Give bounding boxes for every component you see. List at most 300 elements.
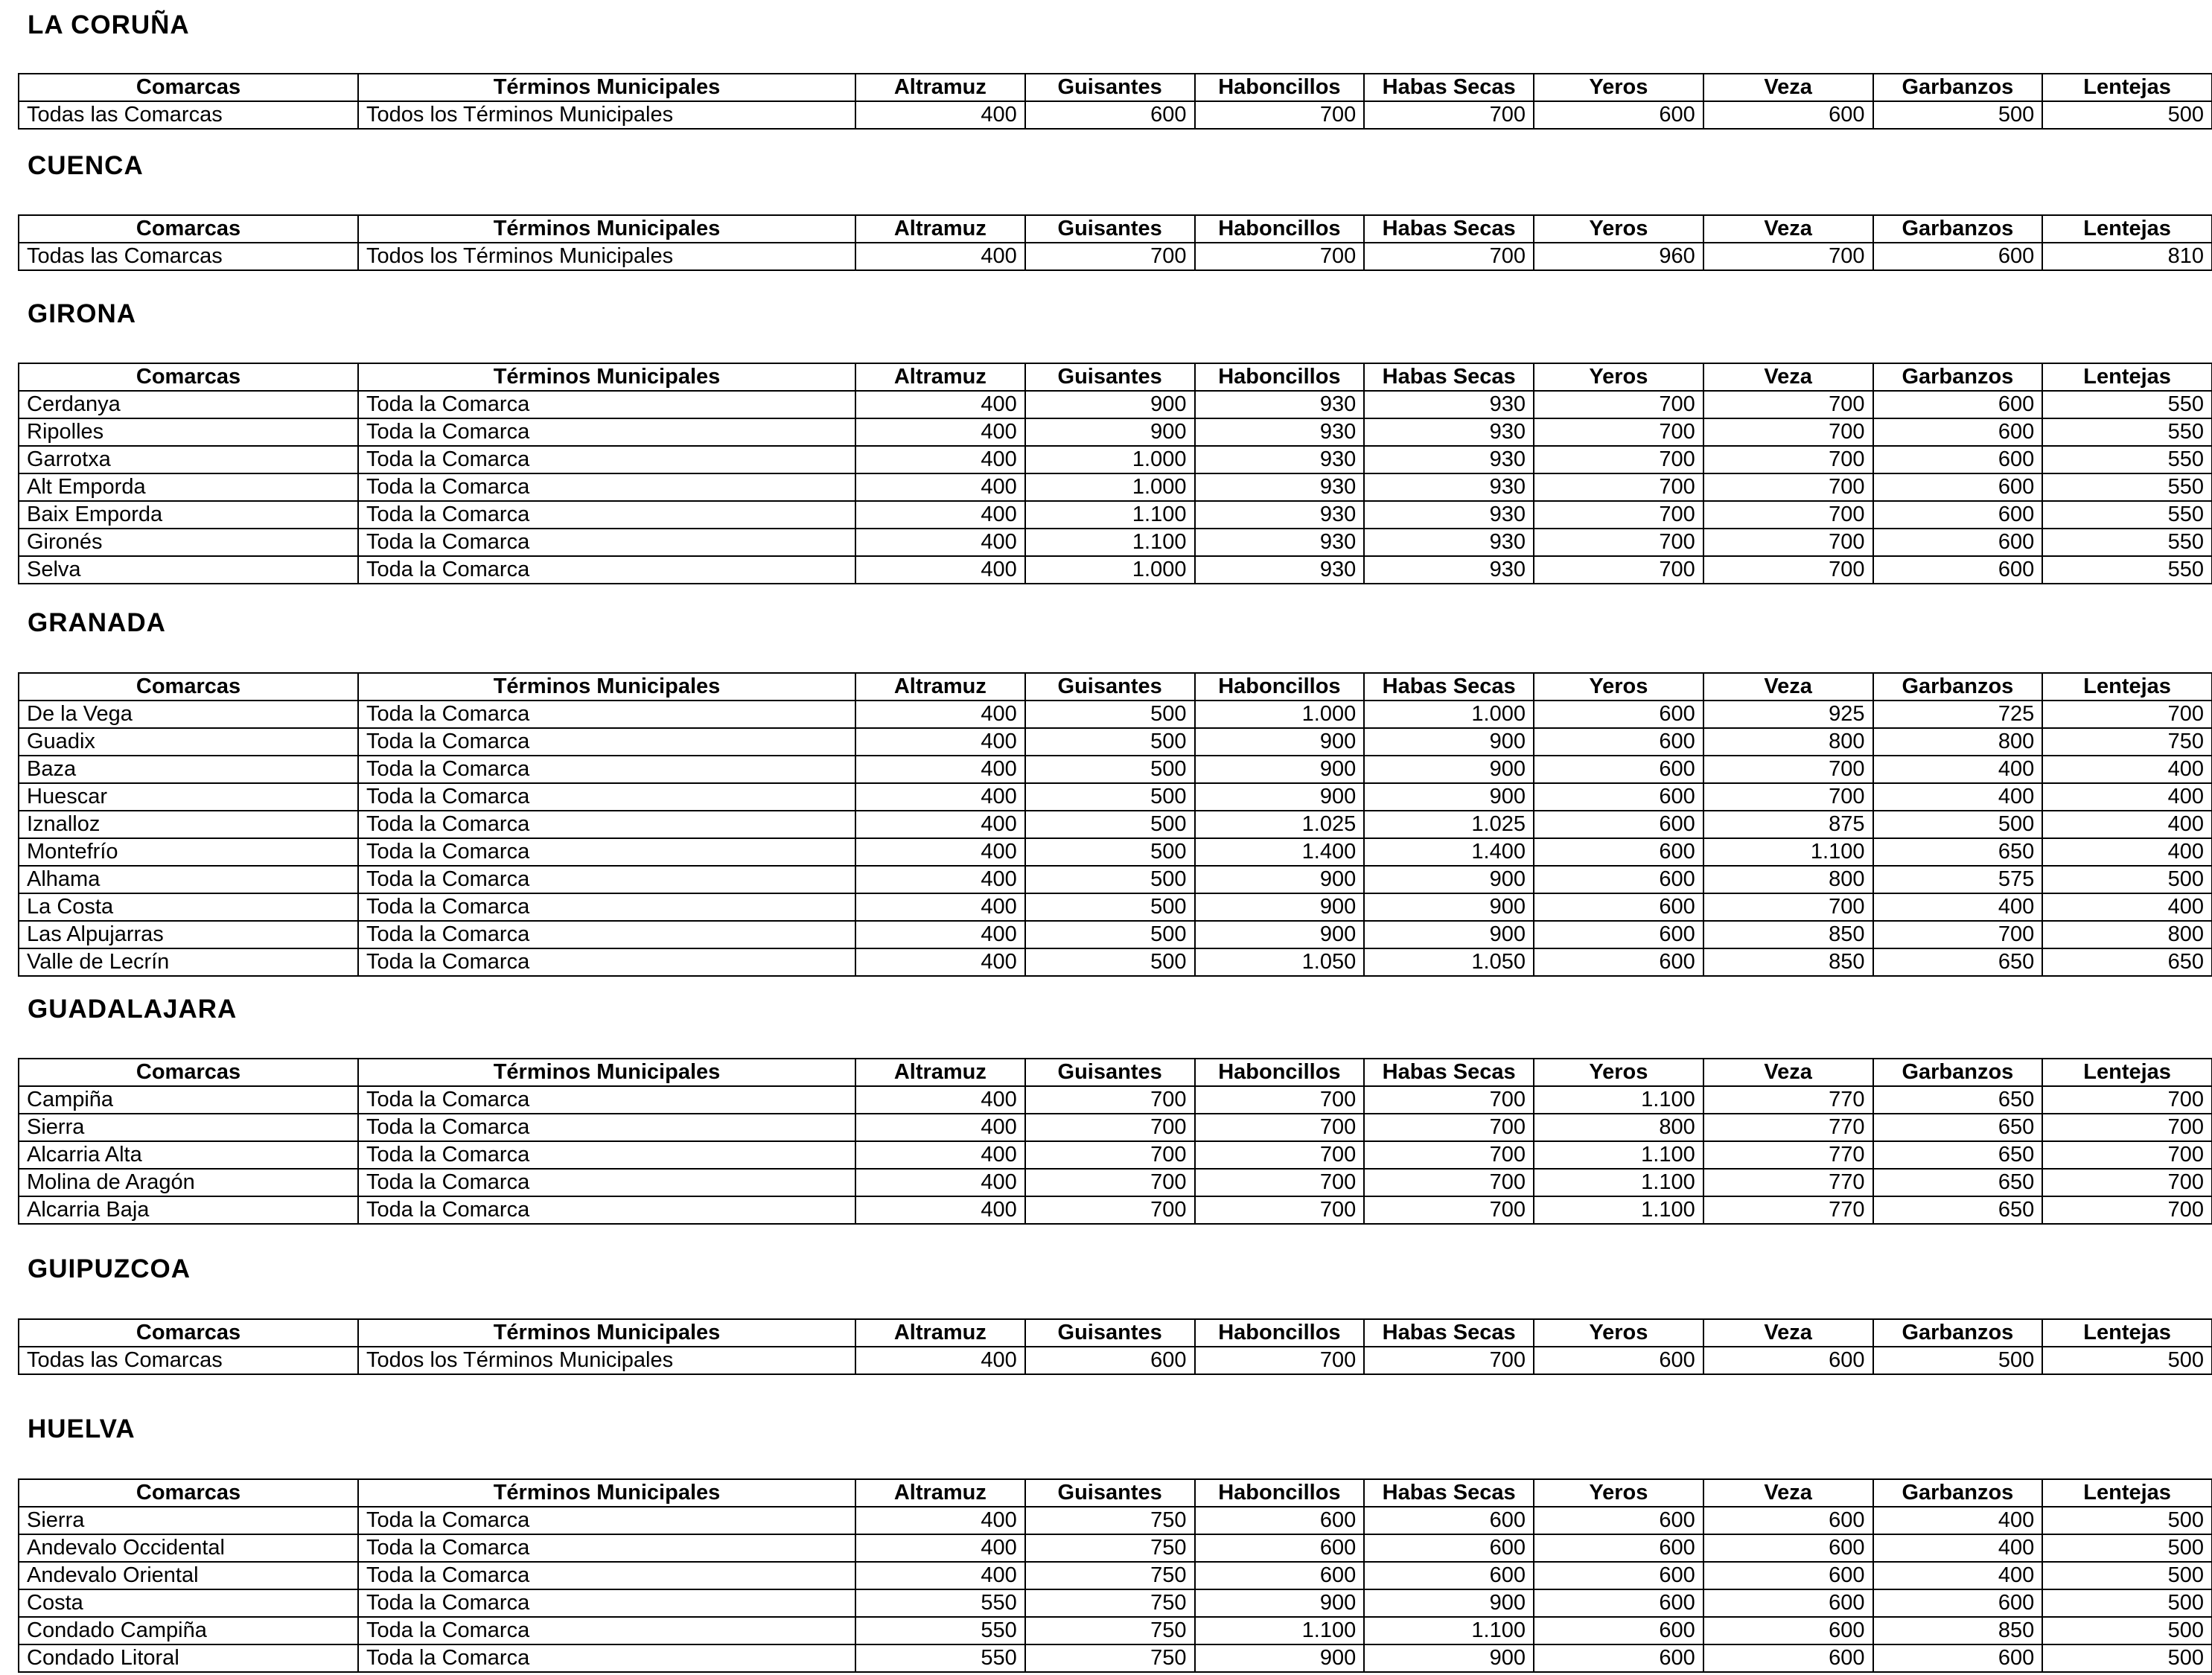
value-cell: 400 [2042, 756, 2212, 783]
column-header: Veza [1703, 673, 1873, 701]
column-header: Habas Secas [1364, 74, 1534, 101]
column-header: Habas Secas [1364, 363, 1534, 391]
value-cell: 700 [2042, 701, 2212, 728]
value-cell: 600 [1703, 1347, 1873, 1374]
table-header-row [19, 215, 2212, 243]
value-cell: 900 [1364, 893, 1534, 921]
value-cell: 1.000 [1025, 446, 1195, 473]
table-row [19, 473, 2212, 501]
value-cell: 600 [1703, 1589, 1873, 1617]
column-header: Yeros [1534, 673, 1703, 701]
table-row [19, 811, 2212, 838]
column-header: Términos Municipales [358, 1479, 855, 1507]
province-title: GIRONA [28, 299, 136, 328]
value-cell: 800 [1703, 866, 1873, 893]
value-cell: 400 [855, 893, 1025, 921]
column-header: Garbanzos [1873, 363, 2043, 391]
table-header-row [19, 1319, 2212, 1347]
column-header: Haboncillos [1195, 1059, 1365, 1086]
table-row [19, 1141, 2212, 1169]
price-table [18, 1318, 2212, 1375]
column-header: Guisantes [1025, 1059, 1195, 1086]
value-cell: 700 [1364, 1141, 1534, 1169]
municipio-cell: Toda la Comarca [358, 418, 855, 446]
value-cell: 900 [1195, 1589, 1365, 1617]
value-cell: 930 [1364, 446, 1534, 473]
table-row [19, 783, 2212, 811]
value-cell: 500 [2042, 1507, 2212, 1534]
value-cell: 925 [1703, 701, 1873, 728]
table-header-row [19, 1059, 2212, 1086]
table-row [19, 756, 2212, 783]
value-cell: 700 [1364, 1347, 1534, 1374]
column-header: Veza [1703, 1479, 1873, 1507]
comarca-cell: Huescar [19, 783, 358, 811]
table-row [19, 1347, 2212, 1374]
column-header: Lentejas [2042, 363, 2212, 391]
province-title: HUELVA [28, 1414, 136, 1443]
value-cell: 400 [855, 1534, 1025, 1562]
municipio-cell: Toda la Comarca [358, 756, 855, 783]
column-header: Términos Municipales [358, 215, 855, 243]
value-cell: 550 [855, 1644, 1025, 1672]
value-cell: 600 [1025, 101, 1195, 129]
value-cell: 750 [1025, 1589, 1195, 1617]
column-header: Altramuz [855, 215, 1025, 243]
value-cell: 1.100 [1025, 529, 1195, 556]
value-cell: 800 [1873, 728, 2043, 756]
value-cell: 700 [1703, 446, 1873, 473]
value-cell: 750 [1025, 1617, 1195, 1644]
value-cell: 900 [1364, 1644, 1534, 1672]
column-header: Yeros [1534, 363, 1703, 391]
value-cell: 500 [2042, 1347, 2212, 1374]
value-cell: 500 [1873, 101, 2043, 129]
value-cell: 900 [1195, 728, 1365, 756]
value-cell: 500 [1025, 811, 1195, 838]
value-cell: 550 [2042, 501, 2212, 529]
value-cell: 400 [855, 418, 1025, 446]
comarca-cell: Sierra [19, 1114, 358, 1141]
municipio-cell: Toda la Comarca [358, 556, 855, 584]
value-cell: 600 [1534, 866, 1703, 893]
value-cell: 400 [855, 1141, 1025, 1169]
value-cell: 500 [1025, 783, 1195, 811]
table-row [19, 556, 2212, 584]
value-cell: 700 [1195, 1086, 1365, 1114]
value-cell: 700 [1364, 1169, 1534, 1196]
value-cell: 600 [1534, 948, 1703, 976]
value-cell: 700 [1703, 783, 1873, 811]
value-cell: 400 [855, 866, 1025, 893]
value-cell: 400 [2042, 783, 2212, 811]
table-row [19, 501, 2212, 529]
value-cell: 600 [1025, 1347, 1195, 1374]
value-cell: 600 [1873, 556, 2043, 584]
value-cell: 700 [1534, 556, 1703, 584]
value-cell: 850 [1873, 1617, 2043, 1644]
value-cell: 700 [1364, 1114, 1534, 1141]
value-cell: 1.025 [1364, 811, 1534, 838]
value-cell: 600 [1534, 1562, 1703, 1589]
value-cell: 900 [1195, 1644, 1365, 1672]
value-cell: 700 [2042, 1169, 2212, 1196]
value-cell: 700 [1025, 1141, 1195, 1169]
value-cell: 400 [1873, 756, 2043, 783]
value-cell: 700 [1025, 1114, 1195, 1141]
column-header: Términos Municipales [358, 74, 855, 101]
column-header: Habas Secas [1364, 1059, 1534, 1086]
value-cell: 700 [2042, 1114, 2212, 1141]
table-row [19, 1086, 2212, 1114]
value-cell: 400 [855, 243, 1025, 270]
column-header: Veza [1703, 74, 1873, 101]
table-row [19, 529, 2212, 556]
value-cell: 700 [1025, 1169, 1195, 1196]
value-cell: 600 [1534, 811, 1703, 838]
comarca-cell: Alcarria Baja [19, 1196, 358, 1224]
province-title: GRANADA [28, 608, 166, 637]
municipio-cell: Toda la Comarca [358, 1589, 855, 1617]
value-cell: 700 [1195, 243, 1365, 270]
price-table [18, 363, 2212, 584]
value-cell: 900 [1025, 391, 1195, 418]
value-cell: 930 [1364, 556, 1534, 584]
value-cell: 600 [1534, 1644, 1703, 1672]
municipio-cell: Toda la Comarca [358, 1617, 855, 1644]
column-header: Guisantes [1025, 1479, 1195, 1507]
value-cell: 1.400 [1364, 838, 1534, 866]
table-header-row [19, 74, 2212, 101]
value-cell: 500 [2042, 866, 2212, 893]
column-header: Haboncillos [1195, 363, 1365, 391]
value-cell: 400 [855, 728, 1025, 756]
value-cell: 750 [1025, 1534, 1195, 1562]
value-cell: 600 [1534, 893, 1703, 921]
price-table [18, 73, 2212, 130]
value-cell: 600 [1873, 418, 2043, 446]
value-cell: 400 [1873, 893, 2043, 921]
table-row [19, 1196, 2212, 1224]
value-cell: 600 [1534, 838, 1703, 866]
value-cell: 400 [855, 921, 1025, 948]
table-row [19, 948, 2212, 976]
value-cell: 700 [1025, 243, 1195, 270]
table-row [19, 701, 2212, 728]
value-cell: 550 [2042, 391, 2212, 418]
value-cell: 700 [1025, 1196, 1195, 1224]
table-header-row [19, 673, 2212, 701]
value-cell: 800 [1534, 1114, 1703, 1141]
value-cell: 600 [1873, 473, 2043, 501]
table-row [19, 1507, 2212, 1534]
column-header: Yeros [1534, 74, 1703, 101]
municipio-cell: Toda la Comarca [358, 783, 855, 811]
value-cell: 550 [2042, 446, 2212, 473]
municipio-cell: Toda la Comarca [358, 1169, 855, 1196]
municipio-cell: Toda la Comarca [358, 866, 855, 893]
column-header: Haboncillos [1195, 1319, 1365, 1347]
value-cell: 400 [1873, 1534, 2043, 1562]
value-cell: 700 [1195, 101, 1365, 129]
column-header: Haboncillos [1195, 1479, 1365, 1507]
value-cell: 875 [1703, 811, 1873, 838]
column-header: Garbanzos [1873, 1059, 2043, 1086]
table-row [19, 1644, 2212, 1672]
comarca-cell: De la Vega [19, 701, 358, 728]
comarca-cell: Todas las Comarcas [19, 101, 358, 129]
value-cell: 400 [855, 1196, 1025, 1224]
value-cell: 400 [855, 1562, 1025, 1589]
comarca-cell: Alcarria Alta [19, 1141, 358, 1169]
value-cell: 770 [1703, 1169, 1873, 1196]
municipio-cell: Toda la Comarca [358, 701, 855, 728]
value-cell: 900 [1364, 921, 1534, 948]
value-cell: 1.100 [1534, 1196, 1703, 1224]
value-cell: 1.050 [1364, 948, 1534, 976]
value-cell: 600 [1873, 391, 2043, 418]
value-cell: 400 [1873, 1562, 2043, 1589]
value-cell: 1.025 [1195, 811, 1365, 838]
value-cell: 400 [855, 501, 1025, 529]
column-header: Términos Municipales [358, 1059, 855, 1086]
comarca-cell: Baza [19, 756, 358, 783]
municipio-cell: Toda la Comarca [358, 1141, 855, 1169]
value-cell: 700 [1364, 243, 1534, 270]
value-cell: 400 [855, 701, 1025, 728]
value-cell: 600 [1873, 501, 2043, 529]
table-row [19, 418, 2212, 446]
value-cell: 400 [2042, 893, 2212, 921]
value-cell: 930 [1364, 529, 1534, 556]
comarca-cell: Condado Litoral [19, 1644, 358, 1672]
comarca-cell: Alhama [19, 866, 358, 893]
table-row [19, 866, 2212, 893]
value-cell: 700 [1195, 1114, 1365, 1141]
municipio-cell: Toda la Comarca [358, 728, 855, 756]
value-cell: 500 [1025, 921, 1195, 948]
column-header: Yeros [1534, 1319, 1703, 1347]
comarca-cell: Montefrío [19, 838, 358, 866]
value-cell: 400 [2042, 811, 2212, 838]
value-cell: 600 [1534, 1617, 1703, 1644]
column-header: Yeros [1534, 215, 1703, 243]
value-cell: 1.100 [1534, 1086, 1703, 1114]
value-cell: 600 [1534, 1507, 1703, 1534]
value-cell: 700 [1703, 529, 1873, 556]
comarca-cell: Condado Campiña [19, 1617, 358, 1644]
value-cell: 930 [1364, 473, 1534, 501]
value-cell: 600 [1703, 1644, 1873, 1672]
value-cell: 750 [1025, 1507, 1195, 1534]
comarca-cell: Garrotxa [19, 446, 358, 473]
value-cell: 600 [1534, 1347, 1703, 1374]
value-cell: 600 [1703, 101, 1873, 129]
value-cell: 550 [2042, 529, 2212, 556]
value-cell: 500 [1025, 866, 1195, 893]
value-cell: 400 [855, 1507, 1025, 1534]
column-header: Guisantes [1025, 215, 1195, 243]
column-header: Garbanzos [1873, 74, 2043, 101]
value-cell: 500 [1025, 701, 1195, 728]
value-cell: 650 [1873, 1141, 2043, 1169]
value-cell: 1.100 [1534, 1169, 1703, 1196]
municipio-cell: Toda la Comarca [358, 893, 855, 921]
value-cell: 650 [1873, 1114, 2043, 1141]
table-row [19, 391, 2212, 418]
value-cell: 500 [1025, 893, 1195, 921]
value-cell: 700 [2042, 1196, 2212, 1224]
column-header: Lentejas [2042, 74, 2212, 101]
value-cell: 600 [1364, 1507, 1534, 1534]
municipio-cell: Toda la Comarca [358, 948, 855, 976]
column-header: Guisantes [1025, 1319, 1195, 1347]
value-cell: 960 [1534, 243, 1703, 270]
value-cell: 770 [1703, 1086, 1873, 1114]
value-cell: 500 [2042, 1644, 2212, 1672]
comarca-cell: Selva [19, 556, 358, 584]
value-cell: 600 [1534, 921, 1703, 948]
column-header: Comarcas [19, 1059, 358, 1086]
value-cell: 700 [1025, 1086, 1195, 1114]
table-row [19, 838, 2212, 866]
value-cell: 550 [855, 1589, 1025, 1617]
value-cell: 500 [1025, 728, 1195, 756]
column-header: Altramuz [855, 1479, 1025, 1507]
column-header: Altramuz [855, 74, 1025, 101]
value-cell: 700 [1703, 756, 1873, 783]
table-row [19, 1534, 2212, 1562]
value-cell: 1.100 [1195, 1617, 1365, 1644]
municipio-cell: Todos los Términos Municipales [358, 1347, 855, 1374]
value-cell: 500 [2042, 101, 2212, 129]
value-cell: 700 [1703, 556, 1873, 584]
comarca-cell: Molina de Aragón [19, 1169, 358, 1196]
column-header: Habas Secas [1364, 1479, 1534, 1507]
value-cell: 700 [1703, 391, 1873, 418]
price-table [18, 672, 2212, 977]
table-header-row [19, 1479, 2212, 1507]
value-cell: 400 [855, 1086, 1025, 1114]
value-cell: 400 [855, 101, 1025, 129]
value-cell: 600 [1703, 1534, 1873, 1562]
value-cell: 400 [855, 948, 1025, 976]
value-cell: 700 [1873, 921, 2043, 948]
table-header-row [19, 363, 2212, 391]
value-cell: 500 [1025, 838, 1195, 866]
value-cell: 400 [1873, 1507, 2043, 1534]
value-cell: 600 [1703, 1562, 1873, 1589]
comarca-cell: Ripolles [19, 418, 358, 446]
municipio-cell: Todos los Términos Municipales [358, 101, 855, 129]
value-cell: 700 [1195, 1141, 1365, 1169]
comarca-cell: Todas las Comarcas [19, 243, 358, 270]
value-cell: 750 [1025, 1644, 1195, 1672]
municipio-cell: Todos los Términos Municipales [358, 243, 855, 270]
value-cell: 1.000 [1195, 701, 1365, 728]
column-header: Garbanzos [1873, 1319, 2043, 1347]
value-cell: 550 [2042, 418, 2212, 446]
value-cell: 700 [1534, 391, 1703, 418]
value-cell: 930 [1195, 391, 1365, 418]
value-cell: 500 [1025, 756, 1195, 783]
value-cell: 700 [1703, 473, 1873, 501]
municipio-cell: Toda la Comarca [358, 501, 855, 529]
column-header: Haboncillos [1195, 673, 1365, 701]
value-cell: 600 [1534, 728, 1703, 756]
value-cell: 1.100 [1534, 1141, 1703, 1169]
value-cell: 1.400 [1195, 838, 1365, 866]
column-header: Guisantes [1025, 673, 1195, 701]
table-row [19, 921, 2212, 948]
value-cell: 400 [855, 783, 1025, 811]
column-header: Garbanzos [1873, 1479, 2043, 1507]
column-header: Veza [1703, 363, 1873, 391]
value-cell: 700 [1364, 1196, 1534, 1224]
comarca-cell: La Costa [19, 893, 358, 921]
column-header: Altramuz [855, 673, 1025, 701]
value-cell: 770 [1703, 1141, 1873, 1169]
value-cell: 500 [2042, 1534, 2212, 1562]
value-cell: 930 [1364, 418, 1534, 446]
table-row [19, 1589, 2212, 1617]
column-header: Comarcas [19, 215, 358, 243]
value-cell: 600 [1873, 243, 2043, 270]
value-cell: 600 [1195, 1507, 1365, 1534]
value-cell: 400 [855, 529, 1025, 556]
column-header: Lentejas [2042, 215, 2212, 243]
province-title: LA CORUÑA [28, 10, 190, 39]
column-header: Lentejas [2042, 1479, 2212, 1507]
value-cell: 900 [1025, 418, 1195, 446]
value-cell: 700 [1195, 1196, 1365, 1224]
municipio-cell: Toda la Comarca [358, 811, 855, 838]
municipio-cell: Toda la Comarca [358, 838, 855, 866]
column-header: Lentejas [2042, 1319, 2212, 1347]
value-cell: 550 [2042, 473, 2212, 501]
province-title: GUIPUZCOA [28, 1254, 191, 1283]
value-cell: 700 [1703, 893, 1873, 921]
comarca-cell: Cerdanya [19, 391, 358, 418]
value-cell: 1.050 [1195, 948, 1365, 976]
province-title: CUENCA [28, 151, 144, 180]
column-header: Comarcas [19, 363, 358, 391]
value-cell: 1.100 [1364, 1617, 1534, 1644]
column-header: Altramuz [855, 1059, 1025, 1086]
value-cell: 400 [855, 811, 1025, 838]
value-cell: 600 [1873, 529, 2043, 556]
comarca-cell: Iznalloz [19, 811, 358, 838]
value-cell: 500 [1025, 948, 1195, 976]
price-table [18, 1478, 2212, 1673]
value-cell: 600 [1534, 756, 1703, 783]
municipio-cell: Toda la Comarca [358, 1644, 855, 1672]
value-cell: 600 [1703, 1507, 1873, 1534]
value-cell: 700 [2042, 1141, 2212, 1169]
value-cell: 600 [1534, 701, 1703, 728]
municipio-cell: Toda la Comarca [358, 1196, 855, 1224]
value-cell: 400 [855, 1114, 1025, 1141]
value-cell: 900 [1195, 866, 1365, 893]
column-header: Yeros [1534, 1059, 1703, 1086]
value-cell: 650 [2042, 948, 2212, 976]
municipio-cell: Toda la Comarca [358, 391, 855, 418]
value-cell: 725 [1873, 701, 2043, 728]
value-cell: 400 [855, 446, 1025, 473]
value-cell: 600 [1534, 101, 1703, 129]
column-header: Habas Secas [1364, 1319, 1534, 1347]
column-header: Garbanzos [1873, 673, 2043, 701]
